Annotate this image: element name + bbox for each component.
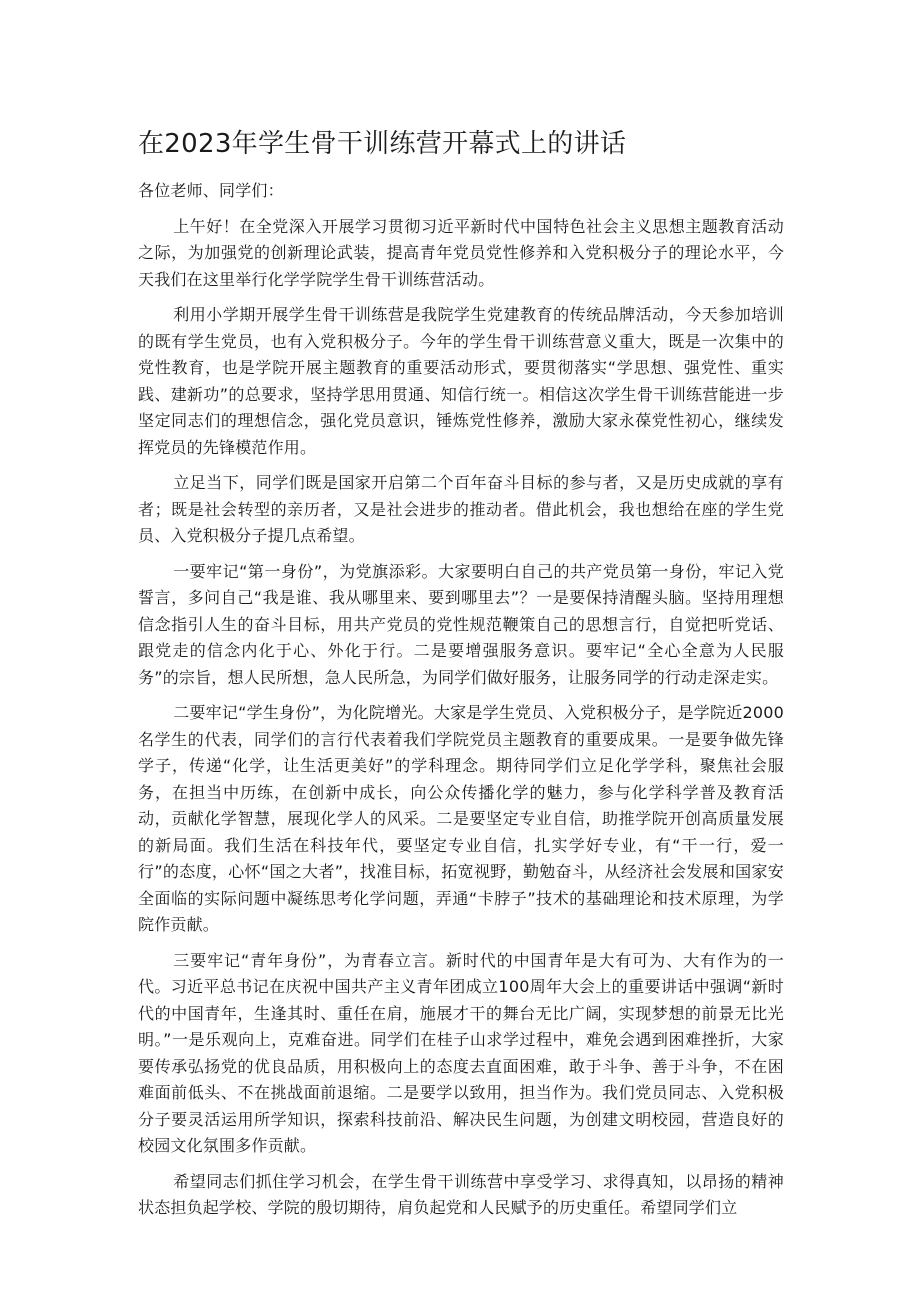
document-title: 在2023年学生骨干训练营开幕式上的讲话 bbox=[138, 129, 627, 159]
paragraph-youth-identity: 三要牢记“青年身份”，为青春立言。新时代的中国青年是大有可为、大有作为的一代。习近平总书记在庆祝中国共产主义青年团成立100周年大会上的重要讲话中强调“新时代的中国青年，生逢其时、重任在肩，施展才干的舞台无比广阔，实现梦想的前景无比光明。”一是乐观向上，克难奋进。同学们在桂子山求学过程中，难免会遇到困难挫折，大家要传承弘扬党的优良品质，用积极向上的态度去直面困难，敢于斗争、善于斗争，不在困难面前低头、不在挑战面前退缩。二是要学以致用，担当作为。我们党员同志、入党积极分子要灵活运用所学知识，探索科技前沿、解决民生问题，为创建文明校园，营造良好的校园文化氛围多作贡献。 bbox=[138, 950, 784, 1155]
paragraph-student-identity: 二要牢记“学生身份”，为化院增光。大家是学生党员、入党积极分子，是学院近2000名学生的代表，同学们的言行代表着我们学院党员主题教育的重要成果。一是要争做先锋学子，传递“化学，让生活更美好”的学科理念。期待同学们立足化学学科，聚焦社会服务，在担当中历练，在创新中成长，向公众传播化学的魅力，参与化学科学普及教育活动，贡献化学智慧，展现化学人的风采。二是要坚定专业自信，助推学院开创高质量发展的新局面。我们生活在科技年代，要坚定专业自信，扎实学好专业，有“干一行，爱一行”的态度，心怀“国之大者”，找准目标，拓宽视野，勤勉奋斗，从经济社会发展和国家安全面临的实际问题中凝练思考化学问题，弄通“卡脖子”技术的基础理论和技术原理，为学院作贡献。 bbox=[138, 703, 784, 934]
paragraph-closing-hopes: 希望同志们抓住学习机会，在学生骨干训练营中享受学习、求得真知，以昂扬的精神状态担负起学校、学院的殷切期待，肩负起党和人民赋予的历史重任。希望同学们立 bbox=[138, 1171, 784, 1217]
document-body bbox=[138, 178, 784, 1231]
salutation: 各位老师、同学们： bbox=[138, 181, 284, 200]
paragraph-training-camp: 利用小学期开展学生骨干训练营是我院学生党建教育的传统品牌活动，今天参加培训的既有学生党员，也有入党积极分子。今年的学生骨干训练营意义重大，既是一次集中的党性教育，也是学院开展主题教育的重要活动形式，要贯彻落实“学思想、强党性、重实践、建新功”的总要求，坚持学思用贯通、知信行统一。相信这次学生骨干训练营能进一步坚定同志们的理想信念，强化党员意识，锤炼党性修养，激励大家永葆党性初心，继续发挥党员的先锋模范作用。 bbox=[138, 305, 784, 457]
paragraph-hopes-intro: 立足当下，同学们既是国家开启第二个百年奋斗目标的参与者，又是历史成就的享有者；既是社会转型的亲历者，又是社会进步的推动者。借此机会，我也想给在座的学生党员、入党积极分子提几点希望。 bbox=[138, 473, 784, 545]
paragraph-first-identity: 一要牢记“第一身份”，为党旗添彩。大家要明白自己的共产党员第一身份，牢记入党誓言，多问自己“我是谁、我从哪里来、要到哪里去”？一是要保持清醒头脑。坚持用理想信念指引人生的奋斗目标，用共产党员的党性规范鞭策自己的思想言行，自觉把听党话、跟党走的信念内化于心、外化于行。二是要增强服务意识。要牢记“全心全意为人民服务”的宗旨，想人民所想，急人民所急，为同学们做好服务，让服务同学的行动走深走实。 bbox=[138, 561, 784, 687]
paragraph-greeting: 上午好！在全党深入开展学习贯彻习近平新时代中国特色社会主义思想主题教育活动之际，为加强党的创新理论武装，提高青年党员党性修养和入党积极分子的理论水平，今天我们在这里举行化学学院学生骨干训练营活动。 bbox=[138, 216, 784, 289]
